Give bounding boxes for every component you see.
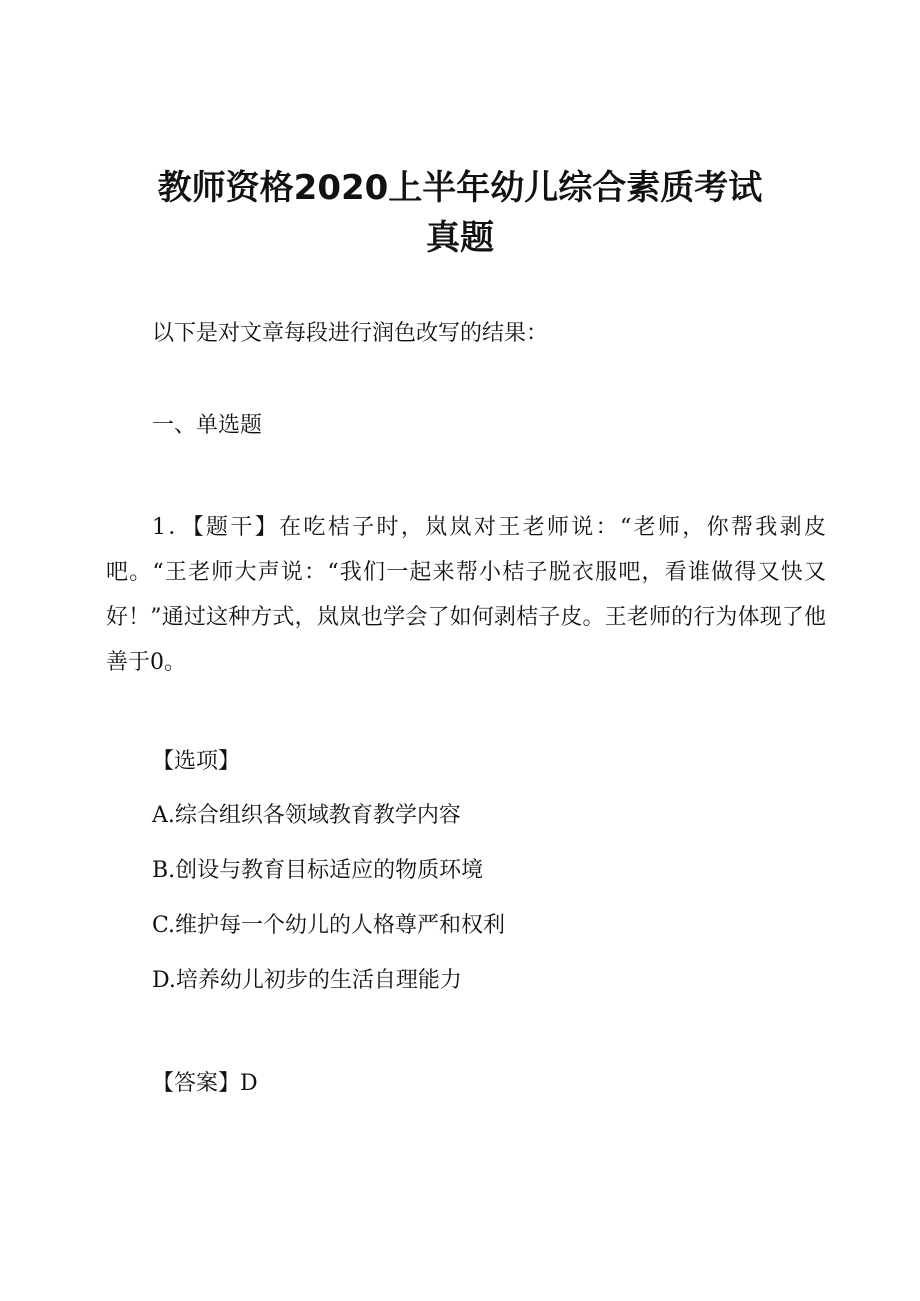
option-b: B.创设与教育目标适应的物质环境 — [152, 858, 484, 883]
document-title-line-2: 真题 — [426, 218, 494, 258]
section-heading: 一、单选题 — [152, 413, 263, 438]
options-label: 【选项】 — [152, 749, 241, 774]
answer-line: 【答案】D — [152, 1071, 258, 1096]
option-d: D.培养幼儿初步的生活自理能力 — [152, 968, 462, 993]
intro-paragraph: 以下是对文章每段进行润色改写的结果： — [152, 321, 549, 346]
document-title-line-1: 教师资格2020上半年幼儿综合素质考试 — [157, 168, 763, 208]
option-c: C.维护每一个幼儿的人格尊严和权利 — [152, 913, 506, 938]
option-a: A.综合组织各领域教育教学内容 — [152, 803, 461, 828]
question-stem: 1．【题干】在吃桔子时，岚岚对王老师说：“老师，你帮我剥皮吧。“王老师大声说：“我们一起来帮小桔子脱衣服吧，看谁做得又快又好！”通过这种方式，岚岚也学会了如何剥桔子皮。王老师的行为体现了他善于0。 — [106, 515, 826, 675]
